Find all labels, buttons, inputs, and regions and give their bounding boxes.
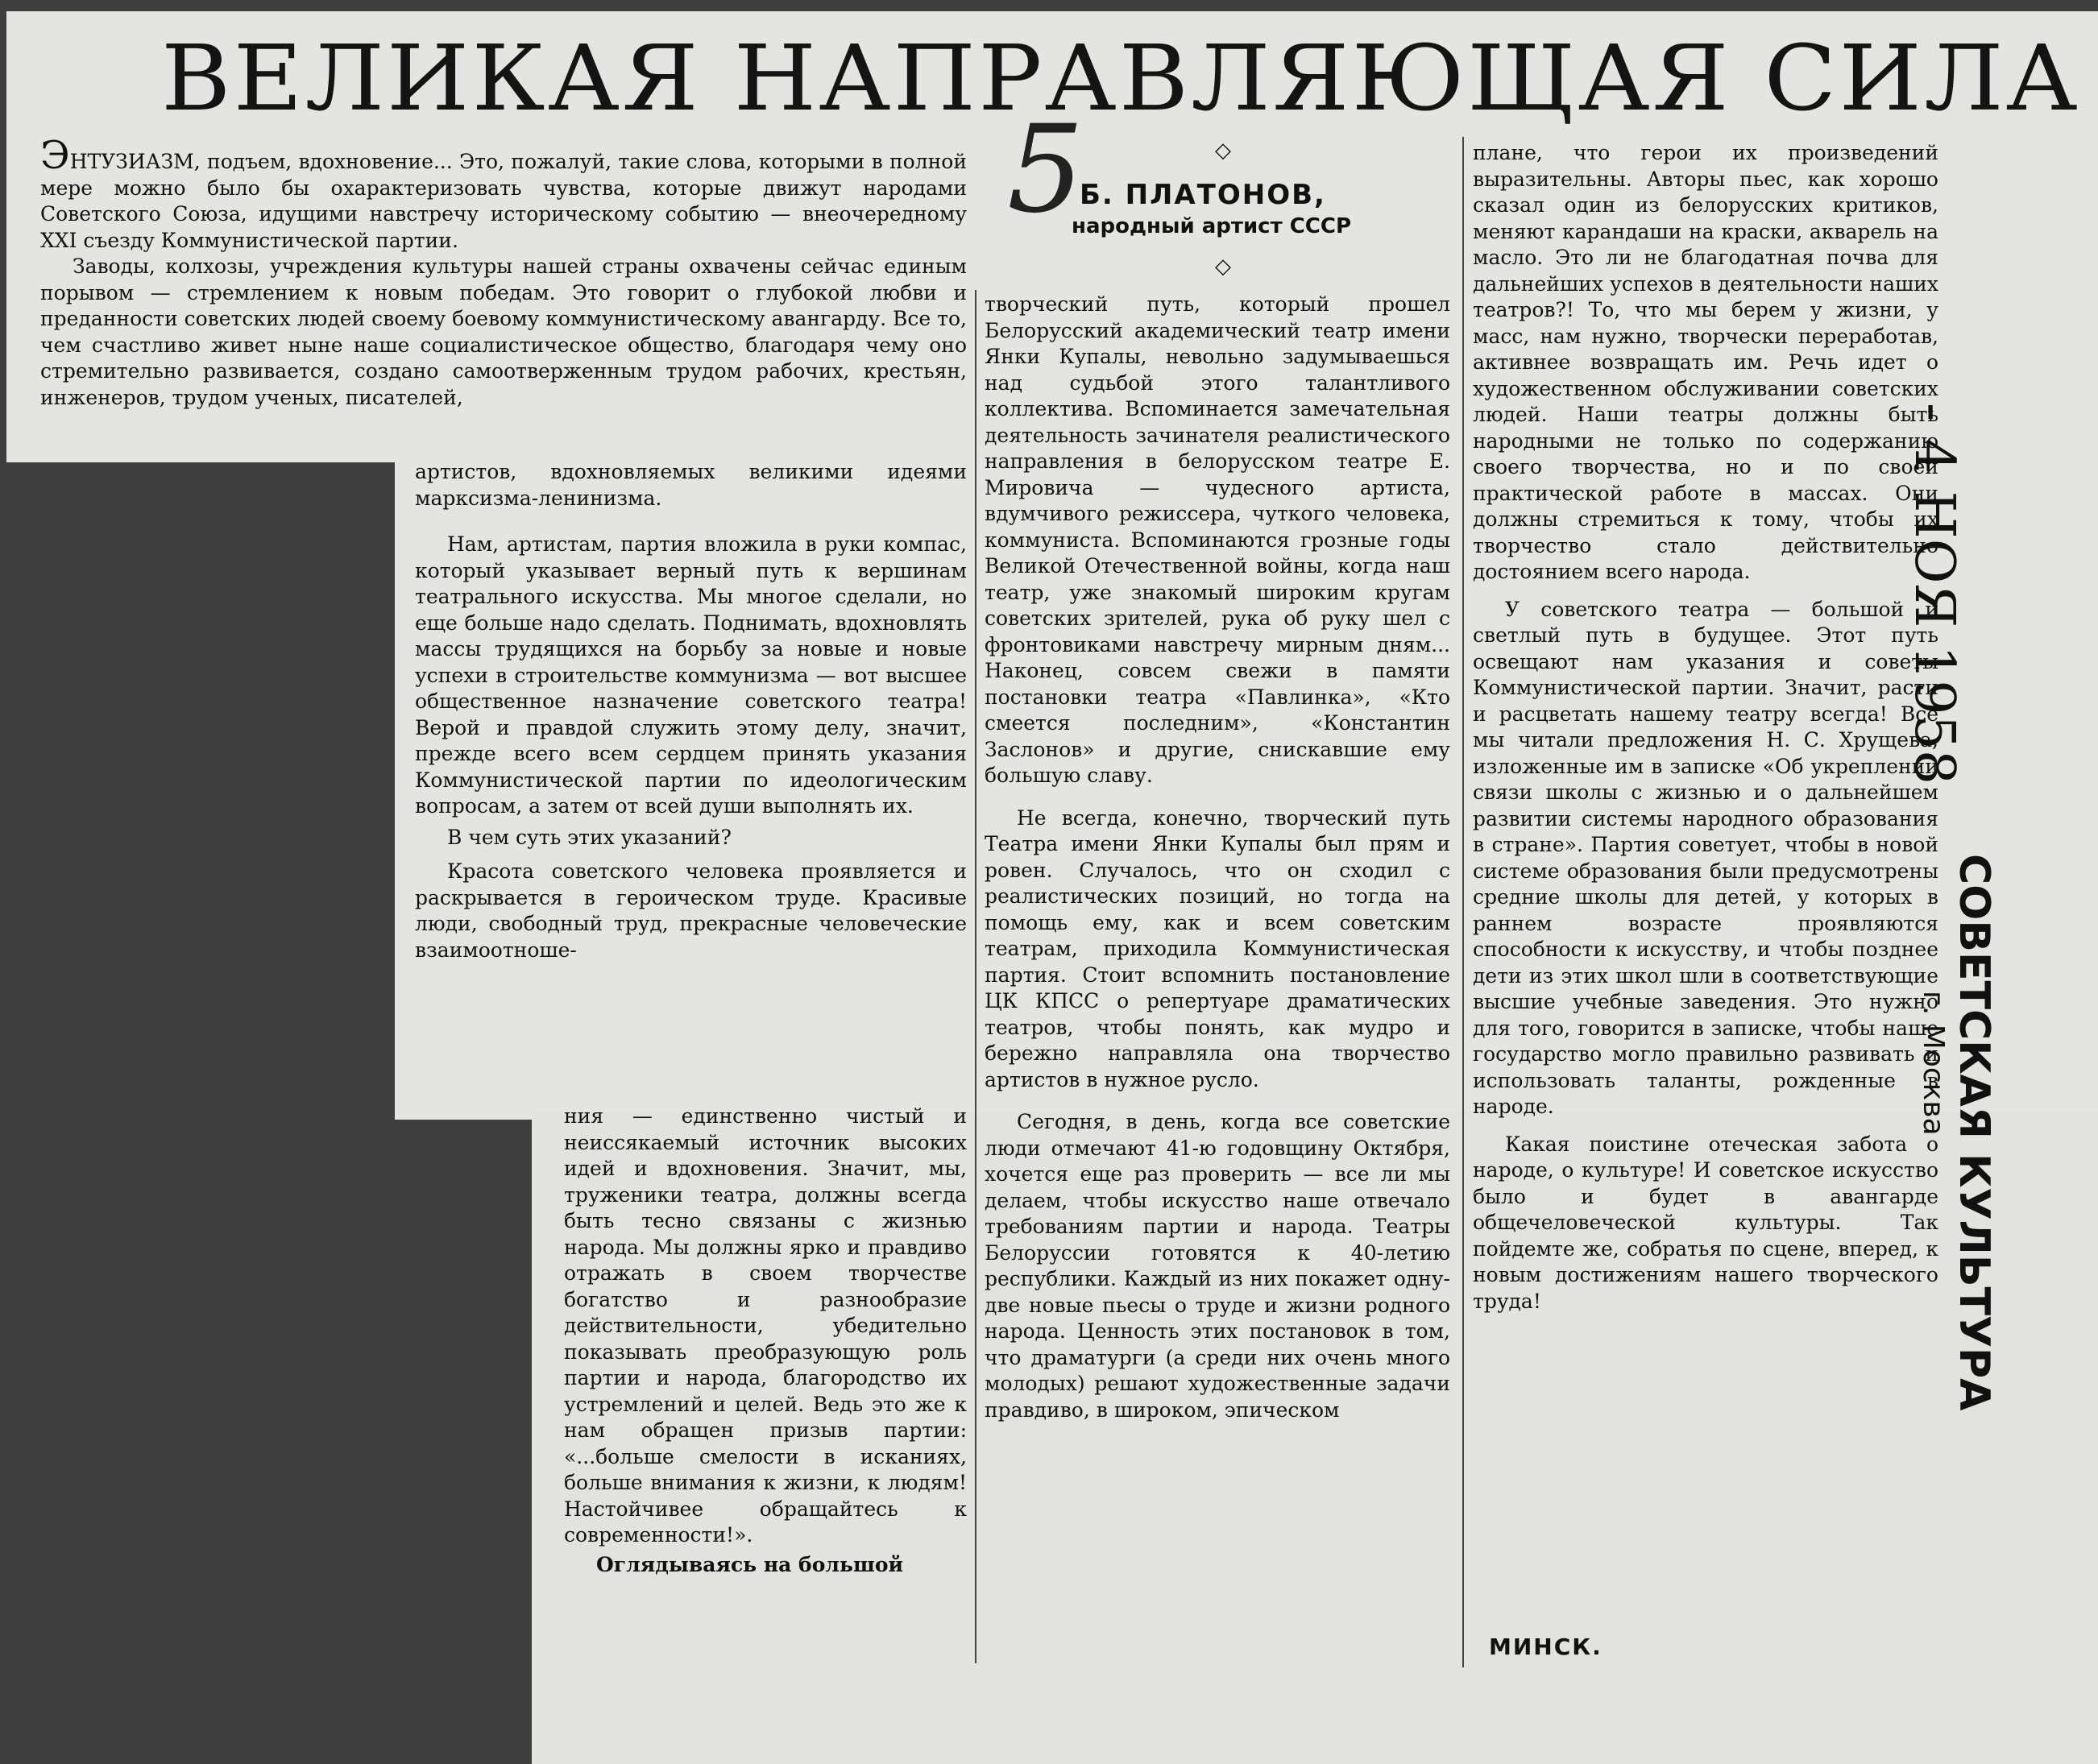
col3-paragraph-2: У советского театра — большой и светлый путь в будущее. Этот путь освещают нам указания и советы Коммунистической партии. Значит, расти и расцветать нашему театру всегда! Все мы читали предложения Н. С. Хрущева, изложенные им в записке «Об укреплении связи школы с жизнью и о дальнейшем развитии системы народного образования в стране». Партия советует, чтобы в новой системе образования были предусмотрены средние школы для детей, у которых в раннем возрасте проявляются способности к искусству, и чтобы позднее дети из этих школ шли в соответствующие высшие учебные заведения. Это нужно для того, говорится в записке, чтобы наше государство могло правильно развивать и использовать таланты, рожденные в народе.: [1473, 597, 1938, 1118]
column-rule: [975, 290, 976, 1663]
column-rule: [1462, 137, 1464, 1667]
author-name: Б. ПЛАТОНОВ,: [1080, 179, 1326, 211]
col3-paragraph-3: Какая поистине отеческая забота о народе, о культуре! И советское искусство было и будет в авангарде общечеловеческой культуры. Так пойдемте же, собратья по сцене, вперед, к новым достижениям нашего творческого труда!: [1473, 1132, 1938, 1313]
column-1: [415, 532, 967, 963]
intro-paragraph-2: Заводы, колхозы, учреждения культуры нашей страны охвачены сейчас единым порывом — стремлением к новым победам. Это говорит о глубокой любви и преданности советских людей своему боевому коммунистическому авангарду. Все то, чем счастливо живет ныне наше социалистическое общество, благодаря чему оно стремительно развивается, создано самоотверженным трудом рабочих, крестьян, инженеров, трудом ученых, писателей,: [40, 255, 967, 409]
column-3: [1473, 140, 1938, 1315]
city-stamp-text: г. Москва: [1917, 991, 1950, 1136]
col1-paragraph-5-end: ния — единственно чистый и неиссякаемый источник высоких идей и вдохновения. Значит, мы, труженики театра, должны всегда быть тесно связаны с жизнью народа. Мы должны ярко и правдиво отражать в своем творчестве богатство и разнообразие действительности, убедительно показывать преобразующую роль партии и народа, благородство их устремлений и целей. Ведь это же к нам обращен призыв партии: «...больше смелости в исканиях, больше внимания к жизни, к людям! Настойчивее обращайтесь к современности!».: [564, 1104, 967, 1547]
ornament-icon: ◇: [1215, 139, 1231, 163]
col1-paragraph-3: Нам, артистам, партия вложила в руки компас, который указывает верный путь к вершинам театрального искусства. Мы многое сделали, но еще больше надо сделать. Поднимать, вдохновлять массы трудящихся на борьбу за новые и новые успехи в строительстве коммунизма — вот высшее общественное назначение советского театра! Верой и правдой служить этому делу, значит, прежде всего всем сердцем принять указания Коммунистической партии по идеологическим вопросам, а затем от всей души выполнять их.: [415, 532, 967, 818]
date-stamp-text: - 4 НОЯ 1958: [1902, 403, 1966, 785]
col1-paragraph-6: Оглядываясь на большой: [596, 1552, 904, 1576]
col2-paragraph-2: Не всегда, конечно, творческий путь Театра имени Янки Купалы был прям и ровен. Случалось, что он сходил с реалистических позиций, но тогда на помощь ему, как и всем советским театрам, приходила Коммунистическая партия. Стоит вспомнить постановление ЦК КПСС о репертуаре драматических театров, чтобы понять, как мудро и бережно направляла она творчество артистов в нужное русло.: [985, 805, 1450, 1091]
column-1-lower: [564, 1104, 967, 1578]
newspaper-stamp-text: СОВЕТСКАЯ КУЛЬТУРА: [1950, 854, 1998, 1411]
col2-paragraph-3: Сегодня, в день, когда все советские люди отмечают 41-ю годовщину Октября, хочется еще раз проверить — все ли мы делаем, чтобы искусство наше отвечало требованиям партии и народа. Театры Белоруссии готовятся к 40-летию республики. Каждый из них покажет одну-две новые пьесы о труде и жизни родного народа. Ценность этих постановок в том, что драматурги (а среди них очень много молодых) решают художественные задачи правдиво, в широком, эпическом: [985, 1110, 1450, 1422]
intro-paragraph-2-end: артистов, вдохновляемых великими идеями марксизма-ленинизма.: [415, 460, 967, 510]
intro-paragraph-1-text: НТУЗИАЗМ, подъем, вдохновение... Это, пожалуй, такие слова, которыми в полной мере можно было бы охарактеризовать чувства, которые движут народами Советского Союза, идущими навстречу историческому событию — внеочередному XXI съезду Коммунистической партии.: [40, 150, 967, 252]
col1-paragraph-5: Красота советского человека проявляется и раскрывается в героическом труде. Красивые люди, свободный труд, прекрасные человеческие взаимоотноше-: [415, 859, 967, 962]
column-2: [985, 292, 1450, 1423]
intro-block: [40, 133, 967, 411]
ornament-icon: ◇: [1215, 255, 1231, 279]
drop-cap: Э: [40, 133, 70, 178]
intro-paragraph-1: [40, 133, 967, 254]
handwritten-mark: 5: [1007, 100, 1084, 240]
col2-paragraph-1: творческий путь, который прошел Белорусский академический театр имени Янки Купалы, невольно задумываешься над судьбой этого талантливого коллектива. Вспоминается замечательная деятельность зачинателя реалистического направления в белорусском театре Е. Мировича — чудесного артиста, вдумчивого режиссера, чуткого человека, коммуниста. Вспоминаются грозные годы Великой Отечественной войны, когда наш театр, уже знакомый широким кругам советских зрителей, рука об руку шел с фронтовиками навстречу мирным дням... Наконец, совсем свежи в памяти постановки театра «Павлинка», «Кто смеется последним», «Константин Заслонов» и другие, снискавшие ему большую славу.: [985, 292, 1450, 787]
intro-tail: [415, 459, 967, 511]
signoff-city: МИНСК.: [1489, 1634, 1603, 1660]
date-stamp: [1902, 403, 2087, 785]
headline: ВЕЛИКАЯ НАПРАВЛЯЮЩАЯ СИЛА: [161, 27, 2080, 131]
col3-paragraph-1: плане, что герои их произведений выразительны. Авторы пьес, как хорошо сказал один из белорусских критиков, меняют карандаши на краски, акварель на масло. Это ли не благодатная почва для дальнейших успехов в деятельности наших театров?! То, что мы берем у жизни, у масс, нам нужно, творчески переработав, активнее возвращать им. Речь идет о художественном обслуживании советских людей. Наши театры должны быть народными не только по содержанию своего творчества, но и по своей практической работе в массах. Они должны стремиться к тому, чтобы их творчество стало действительно достоянием всего народа.: [1473, 141, 1938, 583]
col1-paragraph-4: В чем суть этих указаний?: [447, 825, 732, 849]
author-role: народный артист СССР: [1072, 214, 1352, 238]
